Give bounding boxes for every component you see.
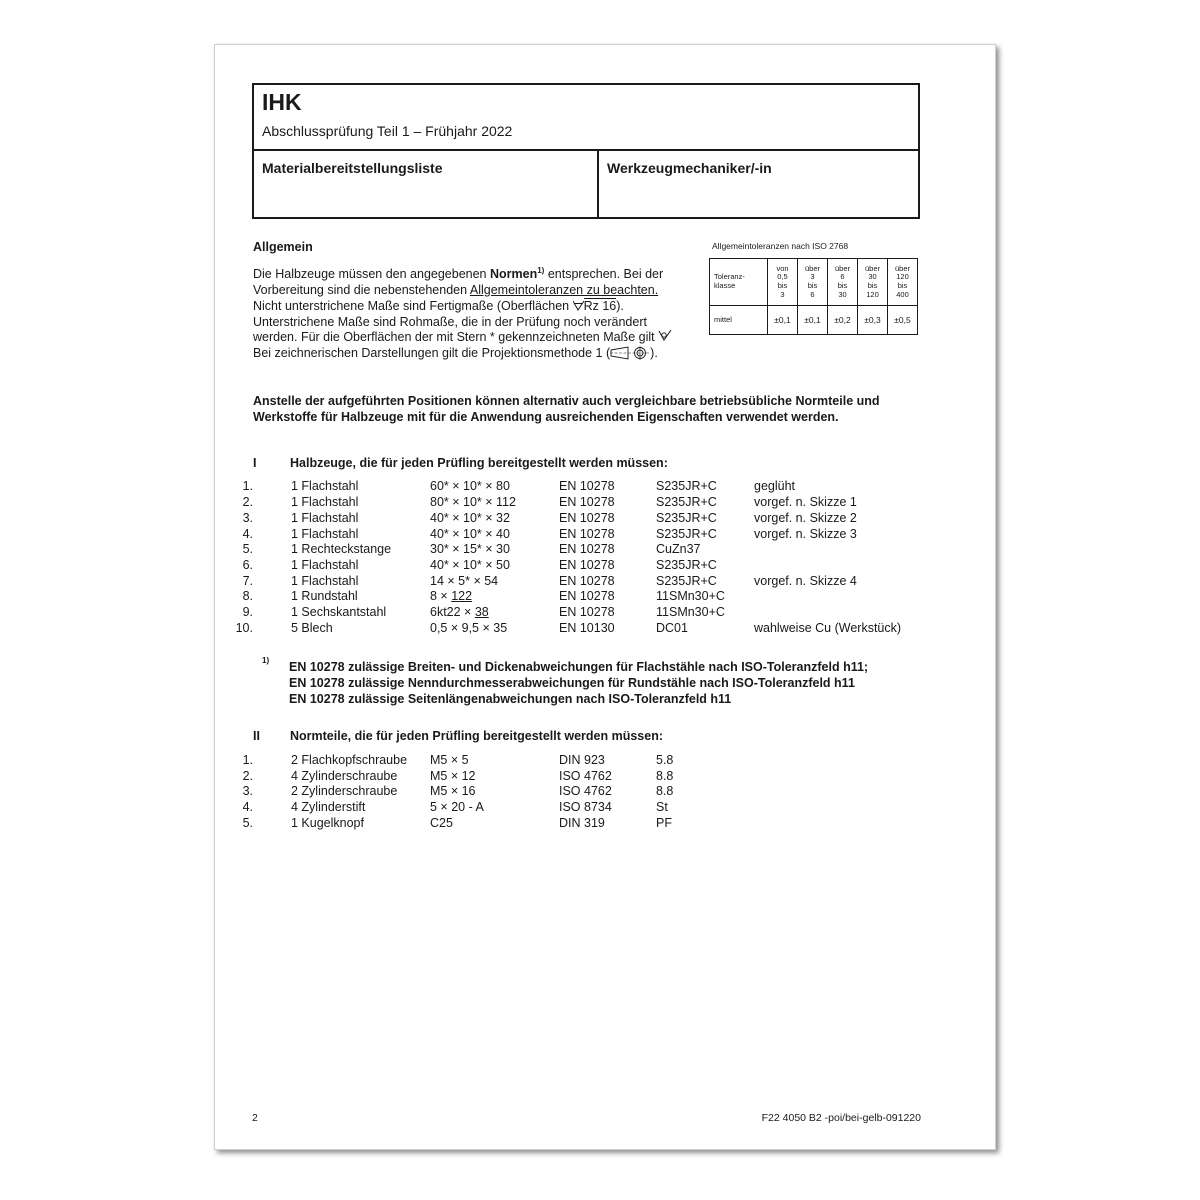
item-dimension [430,588,472,604]
item-number: 5. [242,542,253,556]
item-dimension: 40* × 10* × 40 [430,527,510,541]
item-name: 5 Blech [291,621,333,635]
list-item [242,541,953,557]
item-material: S235JR+C [656,574,717,588]
list-item [242,510,953,526]
item-name: 2 Zylinderschraube [291,784,398,798]
text-fragment: werden. Für die Oberflächen der mit Stern * gekennzeichneten Maße gilt [253,330,655,345]
list-item [242,799,953,815]
tol-value: ±0,3 [858,306,888,335]
item-norm: DIN 319 [559,816,605,830]
tol-cell-line: 120 [866,289,879,299]
tol-col-0 [768,259,798,306]
tol-cell-line: bis [807,281,818,290]
text-fragment: Bei zeichnerischen Darstellungen gilt die Projektionsmethode 1 ( [253,346,611,361]
tol-cell-line: über [804,263,820,273]
tol-cell-line: 120 [896,272,909,282]
text-fragment: Rz 16 [583,298,617,313]
exam-title: Abschlussprüfung Teil 1 – Frühjahr 2022 [262,123,513,139]
tol-label-line: klasse [714,281,736,290]
list-item [242,494,953,510]
tol-col-2 [828,259,858,306]
footnote-line: EN 10278 zulässige Nenndurchmesserabweichungen für Rundstähle nach ISO-Toleranzfeld h11 [289,676,855,690]
tol-cell-line: 0,5 [777,272,788,282]
item-number: 9. [242,605,253,619]
item-name: 1 Flachstahl [291,558,359,572]
text-fragment: Nicht unterstrichene Maße sind Fertigmaße (Oberflächen [253,298,573,313]
item-name: 4 Zylinderschraube [291,769,398,783]
tolerance-caption: Allgemeintoleranzen nach ISO 2768 [712,241,849,251]
notice-paragraph [253,393,880,425]
item-note: vorgef. n. Skizze 1 [754,495,857,509]
item-grade: 8.8 [656,769,674,783]
text-fragment: Die Halbzeuge müssen den angegebenen [253,267,490,282]
item-norm: EN 10130 [559,621,615,635]
item-number: 6. [242,558,253,572]
item-grade: PF [656,816,672,830]
item-number: 10. [235,621,253,635]
surface-symbol-icon [573,300,584,311]
tol-value: ±0,1 [768,306,798,335]
item-name: 1 Flachstahl [291,527,359,541]
item-note: vorgef. n. Skizze 2 [754,511,857,525]
tol-cell-line: bis [777,281,788,290]
profession-title: Werkzeugmechaniker/-in [607,160,772,176]
tol-value: ±0,2 [828,306,858,335]
item-name: 1 Sechskantstahl [291,605,387,619]
item-norm: EN 10278 [559,479,615,493]
page-number: 2 [252,1112,258,1124]
item-number: 3. [242,511,253,525]
item-material: S235JR+C [656,479,717,493]
header-top [254,85,918,151]
allgemein-text [253,263,693,362]
list-item [242,573,953,589]
list-item [242,768,953,784]
item-note: geglüht [754,479,796,493]
item-norm: DIN 923 [559,753,605,767]
section1-title: Halbzeuge, die für jeden Prüfling bereitgestellt werden müssen: [290,456,668,470]
tol-cell-line: über [864,263,880,273]
text-fragment: entsprechen. Bei der [544,267,664,282]
item-dimension: 60* × 10* × 80 [430,479,510,493]
item-name: 1 Kugelknopf [291,816,364,830]
item-dimension: 30* × 15* × 30 [430,542,510,556]
item-norm: EN 10278 [559,574,615,588]
tol-value: ±0,1 [798,306,828,335]
item-grade: St [656,800,668,814]
tol-cell-line: 30 [838,289,847,299]
item-dimension: M5 × 16 [430,784,476,798]
item-number: 3. [242,784,253,798]
section1-number: I [253,456,257,470]
item-norm: EN 10278 [559,495,615,509]
document-code: F22 4050 B2 -poi/bei-gelb-091220 [761,1112,921,1124]
item-number: 1. [242,479,253,493]
item-name: 1 Flachstahl [291,574,359,588]
item-norm: EN 10278 [559,558,615,572]
tol-label-line: Toleranz- [714,272,745,282]
item-name: 1 Flachstahl [291,479,359,493]
item-number: 7. [242,574,253,588]
item-material: 11SMn30+C [656,589,725,603]
tolerance-table [709,258,918,335]
item-dimension: M5 × 5 [430,753,469,767]
text-line: Unterstrichene Maße sind Rohmaße, die in der Prüfung noch verändert [253,314,647,329]
item-material: 11SMn30+C [656,605,725,619]
normen-word: Normen [489,267,538,282]
item-note: vorgef. n. Skizze 4 [754,574,857,588]
item-name: 1 Rundstahl [291,589,358,603]
footnote-ref: 1) [537,266,545,275]
item-name: 4 Zylinderstift [291,800,366,814]
list-item [242,783,953,799]
item-dimension: C25 [430,816,453,830]
item-number: 4. [242,527,253,541]
list-item [242,604,953,620]
text-fragment: ). [650,346,658,361]
text-fragment: ). [616,298,624,313]
item-note: wahlweise Cu (Werkstück) [754,621,902,635]
item-number: 5. [242,816,253,830]
item-norm: EN 10278 [559,542,615,556]
dim-part: 8 × [430,589,452,603]
text-fragment: Vorbereitung sind die nebenstehenden [253,282,470,297]
item-number: 2. [242,495,253,509]
item-number: 1. [242,753,253,767]
tol-cell-line: bis [867,281,878,290]
item-grade: 5.8 [656,753,674,767]
tol-head-label [710,259,768,306]
item-name: 1 Flachstahl [291,495,359,509]
list-item [242,588,953,604]
item-material: S235JR+C [656,558,717,572]
dim-part: 6kt22 × [430,605,475,619]
footnote-text [289,659,868,707]
doc-title: Materialbereitstellungsliste [262,160,443,176]
tol-cell-line: bis [897,281,908,290]
item-norm: EN 10278 [559,589,615,603]
list-item [242,752,953,768]
section2-title: Normteile, die für jeden Prüfling bereitgestellt werden müssen: [290,729,663,743]
allgemein-heading: Allgemein [253,240,313,254]
header-left-cell [254,151,599,217]
list-item [242,557,953,573]
list-item [235,620,953,636]
item-dimension: 14 × 5* × 54 [430,574,499,588]
item-number: 4. [242,800,253,814]
item-norm: EN 10278 [559,605,615,619]
item-dimension: 40* × 10* × 32 [430,511,510,525]
footnote-mark: 1) [262,656,270,665]
surface-check-icon [658,330,672,342]
item-dimension: M5 × 12 [430,769,476,783]
item-material: S235JR+C [656,511,717,525]
item-norm: EN 10278 [559,511,615,525]
list-item [242,478,953,494]
item-number: 2. [242,769,253,783]
tol-cell-line: 30 [868,272,877,282]
item-name: 1 Flachstahl [291,511,359,525]
item-grade: 8.8 [656,784,674,798]
item-number: 8. [242,589,253,603]
tol-cell-line: 6 [810,289,815,299]
footnote-line: EN 10278 zulässige Seitenlängenabweichungen nach ISO-Toleranzfeld h11 [289,692,732,706]
notice-line: Werkstoffe für Halbzeuge mit für die Anwendung ausreichenden Eigenschaften verwendet werden. [253,410,839,424]
tol-cell-line: von [776,263,789,273]
tol-col-3 [858,259,888,306]
item-material: S235JR+C [656,495,717,509]
item-material: CuZn37 [656,542,701,556]
item-dimension: 0,5 × 9,5 × 35 [430,621,508,635]
notice-line: Anstelle der aufgeführten Positionen können alternativ auch vergleichbare betriebsübliche Normteile und [253,394,880,408]
tol-col-1 [798,259,828,306]
item-dimension: 40* × 10* × 50 [430,558,510,572]
item-name: 2 Flachkopfschraube [291,753,408,767]
item-material: DC01 [656,621,688,635]
footnote-line: EN 10278 zulässige Breiten- und Dickenabweichungen für Flachstähle nach ISO-Toleranzfeld h11; [289,660,869,674]
text-fragment: Allgemeintoleranzen zu beachten. [469,282,659,297]
tol-value: ±0,5 [888,306,918,335]
tol-cell-line: bis [837,281,848,290]
item-name: 1 Rechteckstange [291,542,392,556]
tol-cell-line: 400 [896,289,909,299]
tol-cell-line: 3 [780,289,785,299]
item-dimension: 80* × 10* × 112 [430,495,516,509]
document-page [214,44,996,1150]
item-dimension: 5 × 20 - A [430,800,484,814]
tol-cell-line: 3 [810,272,815,282]
tol-cell-line: über [894,263,910,273]
dim-raw-part: 122 [451,589,473,603]
item-norm: ISO 8734 [559,800,612,814]
tol-cell-line: 6 [840,272,845,282]
list-item [242,815,953,831]
item-norm: EN 10278 [559,527,615,541]
tol-cell-line: über [834,263,850,273]
item-note: vorgef. n. Skizze 3 [754,527,857,541]
header-box [252,83,920,219]
item-material: S235JR+C [656,527,717,541]
item-norm: ISO 4762 [559,769,612,783]
tol-row-label: mittel [710,306,768,335]
tol-col-4 [888,259,918,306]
section2-number: II [253,729,260,743]
item-norm: ISO 4762 [559,784,612,798]
org-title: IHK [262,89,302,115]
projection-method-icon [610,346,650,360]
list-item [242,526,953,542]
dim-raw-part: 38 [474,605,489,619]
item-dimension [430,604,489,620]
